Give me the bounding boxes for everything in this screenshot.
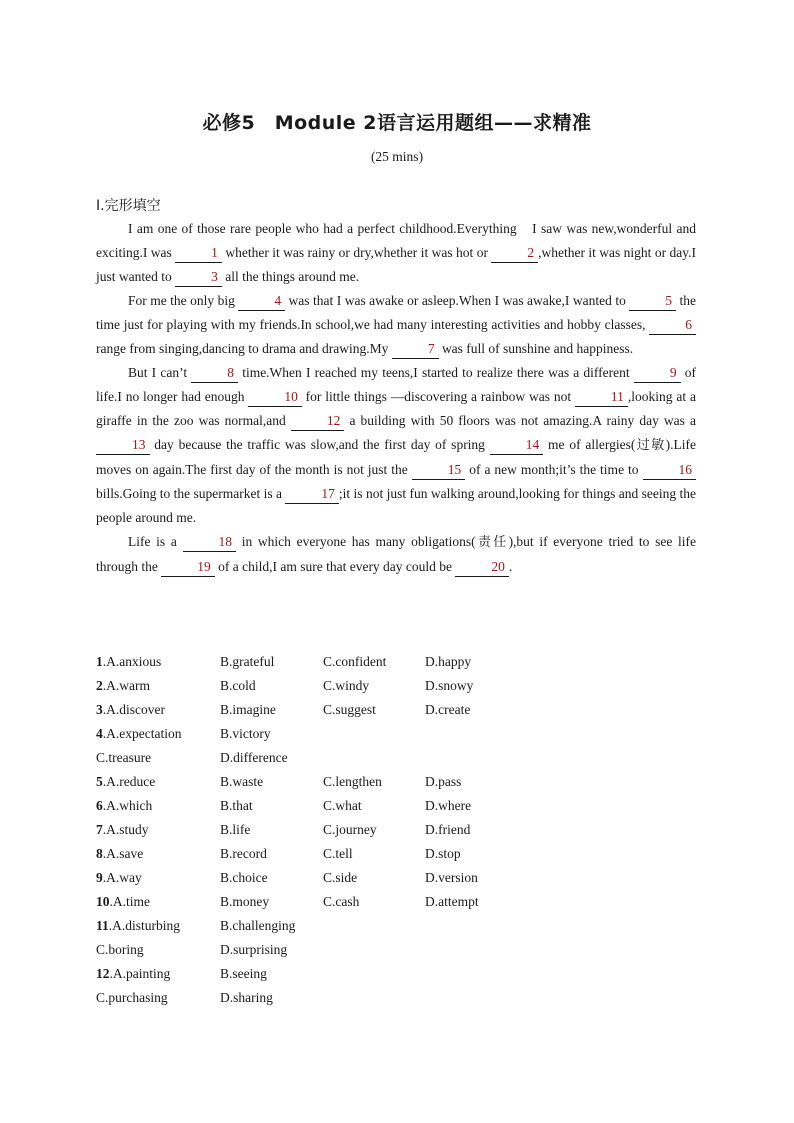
- option-text: B.money: [220, 894, 270, 909]
- option-text: D.stop: [425, 846, 461, 861]
- option-text: B.choice: [220, 870, 268, 885]
- passage-text: day because the traffic was slow,and the first day of spring: [149, 437, 490, 452]
- paragraph-3: [96, 361, 696, 530]
- option-text: [323, 746, 425, 770]
- cloze-passage: [96, 217, 696, 579]
- option-text: D.friend: [425, 822, 471, 837]
- option-row: [96, 866, 716, 890]
- passage-text: in which everyone has many obligations(: [236, 534, 476, 549]
- passage-text: of a new month;it’s the time to: [465, 462, 643, 477]
- option-text: C.tell: [323, 846, 353, 861]
- passage-text: was full of sunshine and happiness.: [438, 341, 634, 356]
- option-text: [425, 986, 525, 1010]
- option-row: [96, 674, 716, 698]
- question-number: 2: [96, 678, 103, 693]
- option-text: D.where: [425, 798, 472, 813]
- option-text: [425, 962, 525, 986]
- option-text: B.grateful: [220, 654, 275, 669]
- question-number: 4: [96, 726, 103, 741]
- option-text: [425, 914, 525, 938]
- option-row: [96, 746, 716, 770]
- blank-5: 5: [629, 292, 676, 311]
- option-text: [323, 962, 425, 986]
- option-text: B.waste: [220, 774, 264, 789]
- option-text: [323, 986, 425, 1010]
- blank-18: 18: [183, 533, 237, 552]
- option-text: .A.save: [102, 846, 144, 861]
- option-text: B.record: [220, 846, 267, 861]
- option-text: C.purchasing: [96, 990, 168, 1005]
- option-first: [96, 914, 220, 938]
- question-number: 10: [96, 894, 110, 909]
- option-text: [425, 722, 525, 746]
- option-text: .A.anxious: [102, 654, 162, 669]
- blank-4: 4: [238, 292, 285, 311]
- option-text: .A.painting: [109, 966, 171, 981]
- blank-16: 16: [643, 461, 697, 480]
- option-first: [96, 818, 220, 842]
- option-text: C.cash: [323, 894, 360, 909]
- option-text: B.challenging: [220, 918, 296, 933]
- option-text: B.seeing: [220, 966, 267, 981]
- option-row: [96, 842, 716, 866]
- blank-1: 1: [175, 244, 222, 263]
- option-first: [96, 842, 220, 866]
- option-text: [323, 938, 425, 962]
- passage-text: ),but if everyone tried to see life through the: [96, 534, 696, 574]
- passage-text: all the things around me.: [221, 269, 360, 284]
- option-text: .A.disturbing: [108, 918, 181, 933]
- paragraph-4: [96, 530, 696, 579]
- option-first: [96, 746, 220, 770]
- option-text: D.snowy: [425, 678, 474, 693]
- option-row: [96, 962, 716, 986]
- blank-3: 3: [175, 268, 222, 287]
- passage-text: ;it is not just fun walking around,looking for things and seeing the people around me.: [96, 486, 697, 525]
- option-text: .A.reduce: [102, 774, 156, 789]
- blank-9: 9: [634, 364, 681, 383]
- option-row: [96, 650, 716, 674]
- option-text: C.boring: [96, 942, 144, 957]
- paragraph-2: [96, 289, 696, 361]
- option-text: D.version: [425, 870, 478, 885]
- option-text: B.victory: [220, 726, 271, 741]
- option-text: C.lengthen: [323, 774, 382, 789]
- option-first: [96, 890, 220, 914]
- option-first: [96, 866, 220, 890]
- option-text: D.surprising: [220, 942, 288, 957]
- option-text: B.imagine: [220, 702, 276, 717]
- page-title: 必修5 Module 2语言运用题组——求精准: [202, 112, 592, 134]
- passage-text: bills.Going to the supermarket is a: [96, 486, 286, 501]
- option-row: [96, 890, 716, 914]
- option-row: [96, 722, 716, 746]
- blank-19: 19: [161, 558, 215, 577]
- option-text: C.what: [323, 798, 362, 813]
- passage-text: For me the only big: [128, 293, 239, 308]
- passage-text: of life.I no longer had enough: [96, 365, 696, 404]
- option-text: [323, 914, 425, 938]
- blank-11: 11: [575, 388, 628, 407]
- section-heading: Ⅰ.完形填空: [96, 198, 161, 214]
- option-row: [96, 914, 716, 938]
- option-text: B.cold: [220, 678, 256, 693]
- option-text: C.treasure: [96, 750, 152, 765]
- question-number: 5: [96, 774, 103, 789]
- blank-14: 14: [490, 436, 544, 455]
- option-text: D.difference: [220, 750, 288, 765]
- question-number: 9: [96, 870, 103, 885]
- option-first: [96, 698, 220, 722]
- passage-text: time.When I reached my teens,I started to realize there was a different: [238, 365, 634, 380]
- option-text: .A.warm: [102, 678, 150, 693]
- option-first: [96, 986, 220, 1010]
- option-text: D.attempt: [425, 894, 479, 909]
- passage-text: the time just for playing with my friends.In school,we had many interesting activities and hobby classes,: [96, 293, 697, 332]
- option-text: .A.which: [102, 798, 153, 813]
- option-row: [96, 938, 716, 962]
- blank-10: 10: [248, 388, 302, 407]
- option-first: [96, 722, 220, 746]
- blank-6: 6: [649, 316, 696, 335]
- question-number: 8: [96, 846, 103, 861]
- option-text: [425, 746, 525, 770]
- option-row: [96, 986, 716, 1010]
- blank-13: 13: [96, 436, 150, 455]
- passage-text: ).Life moves on again.The first day of the month is not just the: [96, 437, 696, 477]
- option-text: B.life: [220, 822, 251, 837]
- option-text: .A.discover: [102, 702, 165, 717]
- option-text: D.happy: [425, 654, 472, 669]
- passage-text: ,looking at a giraffe in the zoo was normal,and: [96, 389, 696, 428]
- option-text: .A.study: [102, 822, 149, 837]
- question-number: 12: [96, 966, 110, 981]
- option-text: C.windy: [323, 678, 370, 693]
- question-number: 1: [96, 654, 103, 669]
- option-text: C.suggest: [323, 702, 376, 717]
- option-text: D.sharing: [220, 990, 273, 1005]
- option-first: [96, 794, 220, 818]
- passage-text: whether it was rainy or dry,whether it was hot or: [221, 245, 492, 260]
- option-first: [96, 650, 220, 674]
- blank-7: 7: [392, 340, 439, 359]
- paragraph-1: [96, 217, 696, 289]
- passage-text: range from singing,dancing to drama and drawing.My: [96, 341, 392, 356]
- passage-text: I am one of those rare people who had a perfect childhood.Everything I saw was new,wonderful and exciting.I was: [96, 221, 696, 260]
- option-row: [96, 818, 716, 842]
- time-limit: (25 mins): [370, 149, 424, 164]
- question-number: 3: [96, 702, 103, 717]
- chinese-gloss-obligations: 责任: [475, 535, 509, 550]
- option-text: D.pass: [425, 774, 462, 789]
- blank-17: 17: [285, 485, 339, 504]
- option-row: [96, 698, 716, 722]
- chinese-gloss-allergies: 过敏: [635, 438, 666, 453]
- option-text: D.create: [425, 702, 471, 717]
- option-text: C.journey: [323, 822, 377, 837]
- option-first: [96, 938, 220, 962]
- blank-8: 8: [191, 364, 238, 383]
- option-text: .A.way: [102, 870, 142, 885]
- passage-text: ,whether it was night or day.I just wanted to: [96, 245, 696, 284]
- option-text: C.side: [323, 870, 358, 885]
- blank-20: 20: [455, 558, 509, 577]
- answer-options: [96, 650, 716, 1010]
- passage-text: a building with 50 floors was not amazing.A rainy day was a: [344, 413, 696, 428]
- passage-text: .: [508, 559, 513, 574]
- option-text: .A.expectation: [102, 726, 182, 741]
- option-first: [96, 770, 220, 794]
- option-first: [96, 674, 220, 698]
- passage-text: me of allergies(: [543, 437, 636, 452]
- question-number: 6: [96, 798, 103, 813]
- question-number: 7: [96, 822, 103, 837]
- option-text: B.that: [220, 798, 253, 813]
- blank-12: 12: [291, 412, 345, 431]
- passage-text: But I can’t: [128, 365, 192, 380]
- option-row: [96, 794, 716, 818]
- option-row: [96, 770, 716, 794]
- option-text: [425, 938, 525, 962]
- blank-2: 2: [491, 244, 538, 263]
- passage-text: of a child,I am sure that every day could be: [214, 559, 456, 574]
- blank-15: 15: [412, 461, 466, 480]
- option-text: C.confident: [323, 654, 387, 669]
- question-number: 11: [96, 918, 109, 933]
- option-text: [323, 722, 425, 746]
- option-text: .A.time: [109, 894, 150, 909]
- passage-text: Life is a: [128, 534, 183, 549]
- passage-text: was that I was awake or asleep.When I was awake,I wanted to: [285, 293, 630, 308]
- passage-text: for little things —discovering a rainbow was not: [301, 389, 575, 404]
- option-first: [96, 962, 220, 986]
